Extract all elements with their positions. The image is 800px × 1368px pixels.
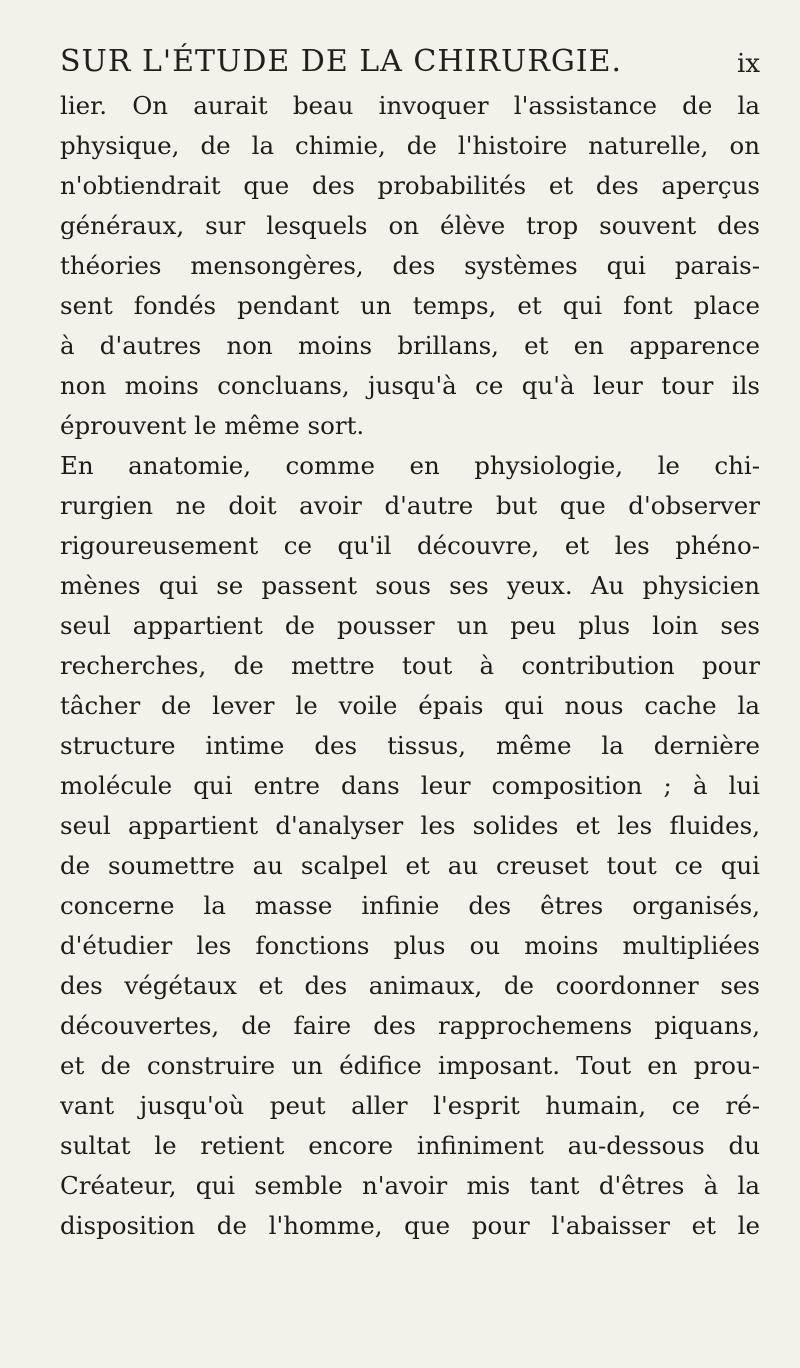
text-line: et de construire un édifice imposant. Tout en prou-	[60, 1051, 760, 1080]
text-line: de soumettre au scalpel et au creuset tout ce qui	[60, 851, 760, 880]
text-line: rigoureusement ce qu'il découvre, et les phéno-	[60, 531, 760, 560]
page-number: ix	[737, 49, 760, 79]
text-line: structure intime des tissus, même la dernière	[60, 731, 760, 760]
paragraph-start-line: En anatomie, comme en physiologie, le chi-	[60, 451, 760, 480]
text-line: physique, de la chimie, de l'histoire naturelle, on	[60, 131, 760, 160]
text-line: théories mensongères, des systèmes qui parais-	[60, 251, 760, 280]
text-line: seul appartient d'analyser les solides et les fluides,	[60, 811, 760, 840]
text-line: Créateur, qui semble n'avoir mis tant d'êtres à la	[60, 1171, 760, 1200]
text-line: éprouvent le même sort.	[60, 411, 365, 440]
text-line: disposition de l'homme, que pour l'abaisser et le	[60, 1211, 760, 1240]
text-line: vant jusqu'où peut aller l'esprit humain, ce ré-	[60, 1091, 760, 1120]
page-header	[60, 40, 760, 84]
text-line: non moins concluans, jusqu'à ce qu'à leur tour ils	[60, 371, 760, 400]
running-title: SUR L'ÉTUDE DE LA CHIRURGIE.	[60, 44, 623, 79]
text-line: rurgien ne doit avoir d'autre but que d'observer	[60, 491, 760, 520]
text-line: généraux, sur lesquels on élève trop souvent des	[60, 211, 760, 240]
body-text	[60, 86, 760, 1246]
text-line: recherches, de mettre tout à contribution pour	[60, 651, 760, 680]
text-line: des végétaux et des animaux, de coordonner ses	[60, 971, 760, 1000]
text-line: découvertes, de faire des rapprochemens piquans,	[60, 1011, 760, 1040]
text-line: n'obtiendrait que des probabilités et des aperçus	[60, 171, 760, 200]
text-line: concerne la masse infinie des êtres organisés,	[60, 891, 760, 920]
text-line: mènes qui se passent sous ses yeux. Au physicien	[60, 571, 760, 600]
text-line: molécule qui entre dans leur composition ; à lui	[60, 771, 760, 800]
text-line: à d'autres non moins brillans, et en apparence	[60, 331, 760, 360]
text-line: tâcher de lever le voile épais qui nous cache la	[60, 691, 760, 720]
text-line: sent fondés pendant un temps, et qui font place	[60, 291, 760, 320]
text-line: lier. On aurait beau invoquer l'assistance de la	[60, 91, 760, 120]
text-line: seul appartient de pousser un peu plus loin ses	[60, 611, 760, 640]
text-line: d'étudier les fonctions plus ou moins multipliées	[60, 931, 760, 960]
text-line: sultat le retient encore infiniment au-dessous du	[60, 1131, 760, 1160]
